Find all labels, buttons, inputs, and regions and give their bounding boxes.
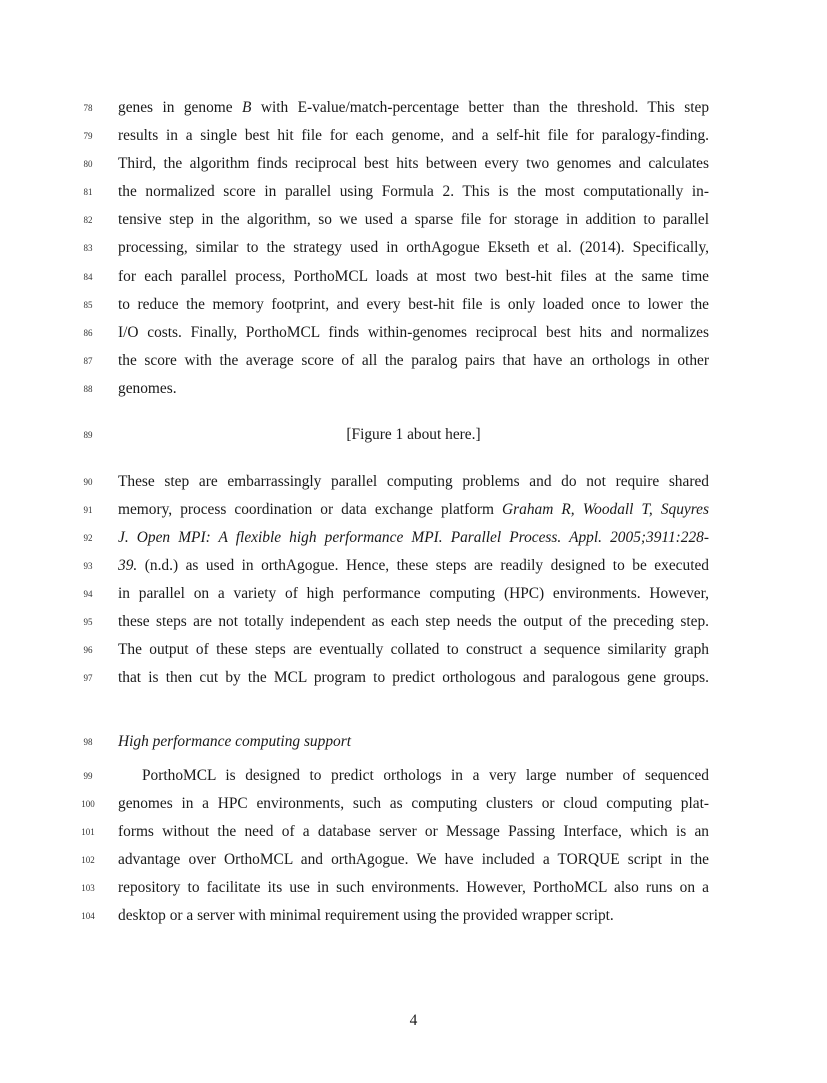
line-number: 89 <box>83 430 93 440</box>
text-line <box>118 613 709 631</box>
text-segment: these steps are not totally independent as each step needs the output of the preceding step. <box>118 613 709 630</box>
text-segment: The output of these steps are eventually collated to construct a sequence similarity graph <box>118 641 709 658</box>
line-number: 87 <box>83 356 93 366</box>
text-line <box>118 155 709 173</box>
italic-text: 39. <box>118 557 138 574</box>
text-line <box>118 795 709 813</box>
text-segment: with E-value/match-percentage better than the threshold. This step <box>251 99 710 116</box>
text-line <box>118 183 709 201</box>
line-number: 100 <box>81 799 95 809</box>
line-number: 88 <box>83 384 93 394</box>
page-number: 4 <box>409 1012 418 1029</box>
text-line <box>118 473 709 491</box>
line-number: 103 <box>81 883 95 893</box>
text-segment: I/O costs. Finally, PorthoMCL finds within-genomes reciprocal best hits and normalizes <box>118 324 709 341</box>
text-line <box>118 907 709 925</box>
text-segment: These step are embarrassingly parallel computing problems and do not require shared <box>118 473 709 490</box>
text-line <box>118 352 709 370</box>
text-line <box>118 99 709 117</box>
text-line <box>118 296 709 314</box>
line-number: 102 <box>81 855 95 865</box>
line-number: 83 <box>83 243 93 253</box>
text-line <box>118 211 709 229</box>
text-segment: [Figure 1 about here.] <box>346 426 481 443</box>
text-line <box>118 823 709 841</box>
text-line <box>118 767 709 785</box>
line-number: 90 <box>83 477 93 487</box>
text-segment: processing, similar to the strategy used in orthAgogue Ekseth et al. (2014). Specifically, <box>118 239 709 256</box>
line-number: 104 <box>81 911 95 921</box>
line-number: 97 <box>83 673 93 683</box>
text-segment: to reduce the memory footprint, and every best-hit file is only loaded once to lower the <box>118 296 709 313</box>
text-segment: genomes. <box>118 380 177 397</box>
text-segment: tensive step in the algorithm, so we used a sparse file for storage in addition to parallel <box>118 211 709 228</box>
text-segment: repository to facilitate its use in such environments. However, PorthoMCL also runs on a <box>118 879 709 896</box>
text-line <box>118 324 709 342</box>
line-number: 86 <box>83 328 93 338</box>
text-segment: genes in genome <box>118 99 243 116</box>
line-number: 96 <box>83 645 93 655</box>
line-number: 95 <box>83 617 93 627</box>
italic-text: Graham R, Woodall T, Squyres <box>502 501 709 518</box>
text-line <box>118 239 709 257</box>
line-number: 93 <box>83 561 93 571</box>
text-segment: Third, the algorithm finds reciprocal best hits between every two genomes and calculates <box>118 155 709 172</box>
line-number: 94 <box>83 589 93 599</box>
text-segment: results in a single best hit file for each genome, and a self-hit file for paralogy-finding. <box>118 127 709 144</box>
text-line <box>118 585 709 603</box>
line-number: 91 <box>83 505 93 515</box>
line-number: 80 <box>83 159 93 169</box>
text-line <box>118 268 709 286</box>
line-number: 84 <box>83 272 93 282</box>
text-line <box>118 879 709 897</box>
text-line <box>118 501 709 519</box>
text-segment: (n.d.) as used in orthAgogue. Hence, these steps are readily designed to be executed <box>137 557 709 574</box>
text-segment: the score with the average score of all the paralog pairs that have an orthologs in other <box>118 352 709 369</box>
italic-text: B <box>242 99 252 116</box>
text-segment: in parallel on a variety of high performance computing (HPC) environments. However, <box>118 585 709 602</box>
line-number: 101 <box>81 827 95 837</box>
text-line <box>118 557 709 575</box>
text-line <box>118 529 709 547</box>
text-line <box>118 380 709 398</box>
line-number: 81 <box>83 187 93 197</box>
figure-placeholder <box>118 426 709 444</box>
italic-text: J. Open MPI: A flexible high performance MPI. Parallel Process. Appl. 2005;3911:228- <box>118 529 709 546</box>
section-heading <box>118 733 709 751</box>
line-number: 85 <box>83 300 93 310</box>
text-segment: forms without the need of a database server or Message Passing Interface, which is an <box>118 823 709 840</box>
text-segment: that is then cut by the MCL program to predict orthologous and paralogous gene groups. <box>118 669 709 686</box>
text-segment: genomes in a HPC environments, such as computing clusters or cloud computing plat- <box>118 795 709 812</box>
text-line <box>118 641 709 659</box>
text-segment: memory, process coordination or data exchange platform <box>118 501 503 518</box>
line-number: 92 <box>83 533 93 543</box>
text-segment: for each parallel process, PorthoMCL loads at most two best-hit files at the same time <box>118 268 709 285</box>
line-number: 79 <box>83 131 93 141</box>
italic-text: High performance computing support <box>118 733 351 750</box>
text-segment: PorthoMCL is designed to predict orthologs in a very large number of sequenced <box>142 767 709 784</box>
text-line <box>118 851 709 869</box>
text-segment: the normalized score in parallel using Formula 2. This is the most computationally in- <box>118 183 709 200</box>
line-number: 82 <box>83 215 93 225</box>
line-number: 99 <box>83 771 93 781</box>
text-segment: desktop or a server with minimal requirement using the provided wrapper script. <box>118 907 614 924</box>
line-number: 98 <box>83 737 93 747</box>
line-number: 78 <box>83 103 93 113</box>
text-line <box>118 127 709 145</box>
text-line <box>118 669 709 687</box>
text-segment: advantage over OrthoMCL and orthAgogue. We have included a TORQUE script in the <box>118 851 709 868</box>
